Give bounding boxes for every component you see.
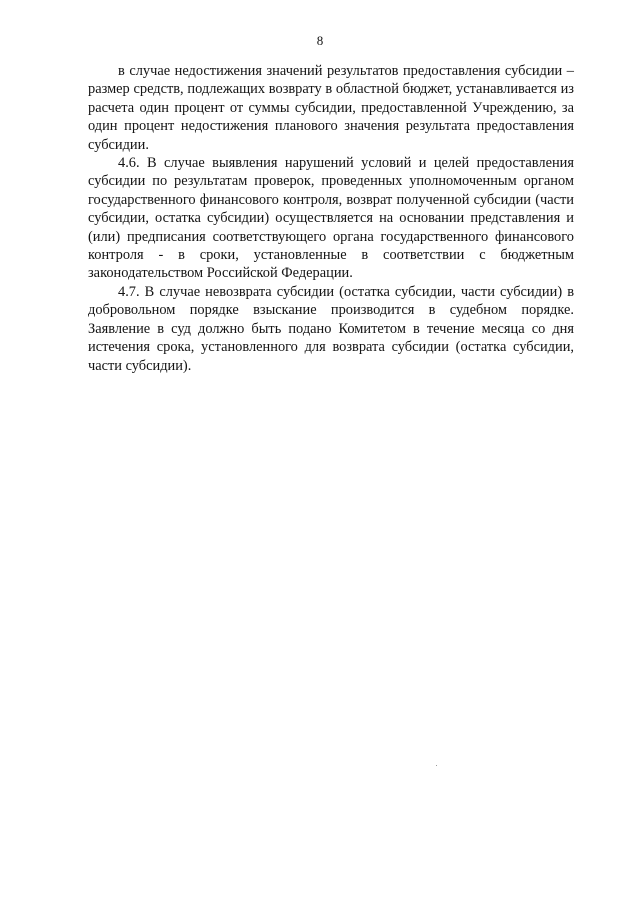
scan-speck [436, 765, 437, 766]
paragraph-4-6-violations: 4.6. В случае выявления нарушений условий и целей предоставления субсидии по результатам проверок, проведенных уполномоченным органом государственного финансового контроля, возврат полученной субсидии (части субсидии, остатка субсидии) осуществляется на основании представления и (или) предписания соответствующего органа государственного финансового контроля - в сроки, установленные в соответствии с бюджетным законодательством Российской Федерации. [88, 155, 574, 282]
paragraph-4-7-non-return: 4.7. В случае невозврата субсидии (остатка субсидии, части субсидии) в добровольном порядке взыскание производится в судебном порядке. Заявление в суд должно быть подано Комитетом в течение месяца со дня истечения срока, установленного для возврата субсидии (остатка субсидии, части субсидии). [88, 283, 574, 374]
page-number: 8 [316, 33, 324, 48]
document-body [88, 62, 574, 375]
paragraph-subsidy-underachievement: в случае недостижения значений результатов предоставления субсидии – размер средств, подлежащих возврату в областной бюджет, устанавливается из расчета один процент от суммы субсидии, предоставленной Учреждению, за один процент недостижения планового значения результата предоставления субсидии. [88, 63, 574, 153]
